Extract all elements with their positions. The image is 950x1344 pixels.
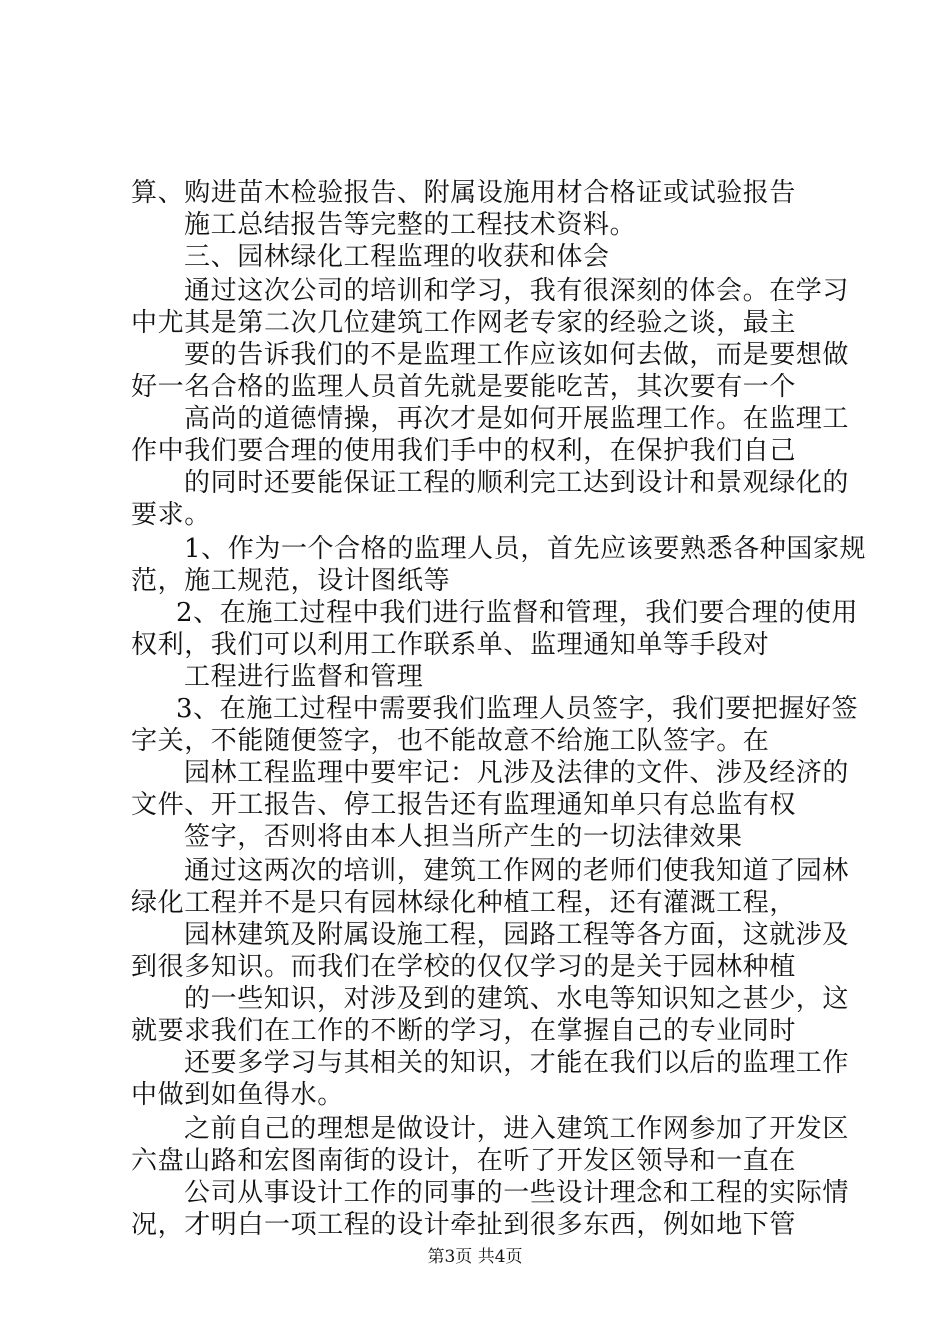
text-line: 园林建筑及附属设施工程，园路工程等各方面，这就涉及 [184, 920, 850, 950]
text-line: 要的告诉我们的不是监理工作应该如何去做，而是要想做 [184, 340, 850, 370]
text-line: 范，施工规范，设计图纸等 [131, 566, 451, 596]
text-line: 字关，不能随便签字，也不能故意不给施工队签字。在 [131, 726, 770, 756]
text-line: 中尤其是第二次几位建筑工作网老专家的经验之谈，最主 [131, 308, 797, 338]
text-line: 签字，否则将由本人担当所产生的一切法律效果 [184, 822, 743, 852]
text-line: 的一些知识，对涉及到的建筑、水电等知识知之甚少，这 [184, 984, 850, 1014]
text-line: 1、作为一个合格的监理人员，首先应该要熟悉各种国家规 [184, 534, 867, 564]
text-line: 的同时还要能保证工程的顺利完工达到设计和景观绿化的 [184, 468, 850, 498]
text-line: 3、在施工过程中需要我们监理人员签字，我们要把握好签 [176, 694, 859, 724]
text-line: 通过这两次的培训，建筑工作网的老师们使我知道了园林 [184, 856, 850, 886]
text-line: 况，才明白一项工程的设计牵扯到很多东西，例如地下管 [131, 1210, 797, 1240]
text-line: 2、在施工过程中我们进行监督和管理，我们要合理的使用 [176, 598, 859, 628]
text-line: 之前自己的理想是做设计，进入建筑工作网参加了开发区 [184, 1114, 850, 1144]
text-line: 施工总结报告等完整的工程技术资料。 [184, 210, 637, 240]
text-line: 文件、开工报告、停工报告还有监理通知单只有总监有权 [131, 790, 797, 820]
text-line: 六盘山路和宏图南街的设计，在听了开发区领导和一直在 [131, 1146, 797, 1176]
text-line: 中做到如鱼得水。 [131, 1080, 344, 1110]
text-line: 公司从事设计工作的同事的一些设计理念和工程的实际情 [184, 1178, 850, 1208]
text-line: 作中我们要合理的使用我们手中的权利，在保护我们自己 [131, 436, 797, 466]
text-line: 权利，我们可以利用工作联系单、监理通知单等手段对 [131, 630, 770, 660]
text-line: 高尚的道德情操，再次才是如何开展监理工作。在监理工 [184, 404, 850, 434]
text-line: 好一名合格的监理人员首先就是要能吃苦，其次要有一个 [131, 372, 797, 402]
text-line: 工程进行监督和管理 [184, 662, 424, 692]
text-line: 就要求我们在工作的不断的学习，在掌握自己的专业同时 [131, 1016, 797, 1046]
text-line: 通过这次公司的培训和学习，我有很深刻的体会。在学习 [184, 276, 850, 306]
text-line: 绿化工程并不是只有园林绿化种植工程，还有灌溉工程， [131, 888, 797, 918]
text-line: 算、购进苗木检验报告、附属设施用材合格证或试验报告 [131, 178, 797, 208]
page-number-footer: 第3页 共4页 [427, 1247, 523, 1267]
text-line: 还要多学习与其相关的知识，才能在我们以后的监理工作 [184, 1048, 850, 1078]
text-line: 到很多知识。而我们在学校的仅仅学习的是关于园林种植 [131, 952, 797, 982]
text-line: 要求。 [131, 500, 211, 530]
section-heading: 三、园林绿化工程监理的收获和体会 [184, 242, 610, 272]
text-line: 园林工程监理中要牢记：凡涉及法律的文件、涉及经济的 [184, 758, 850, 788]
